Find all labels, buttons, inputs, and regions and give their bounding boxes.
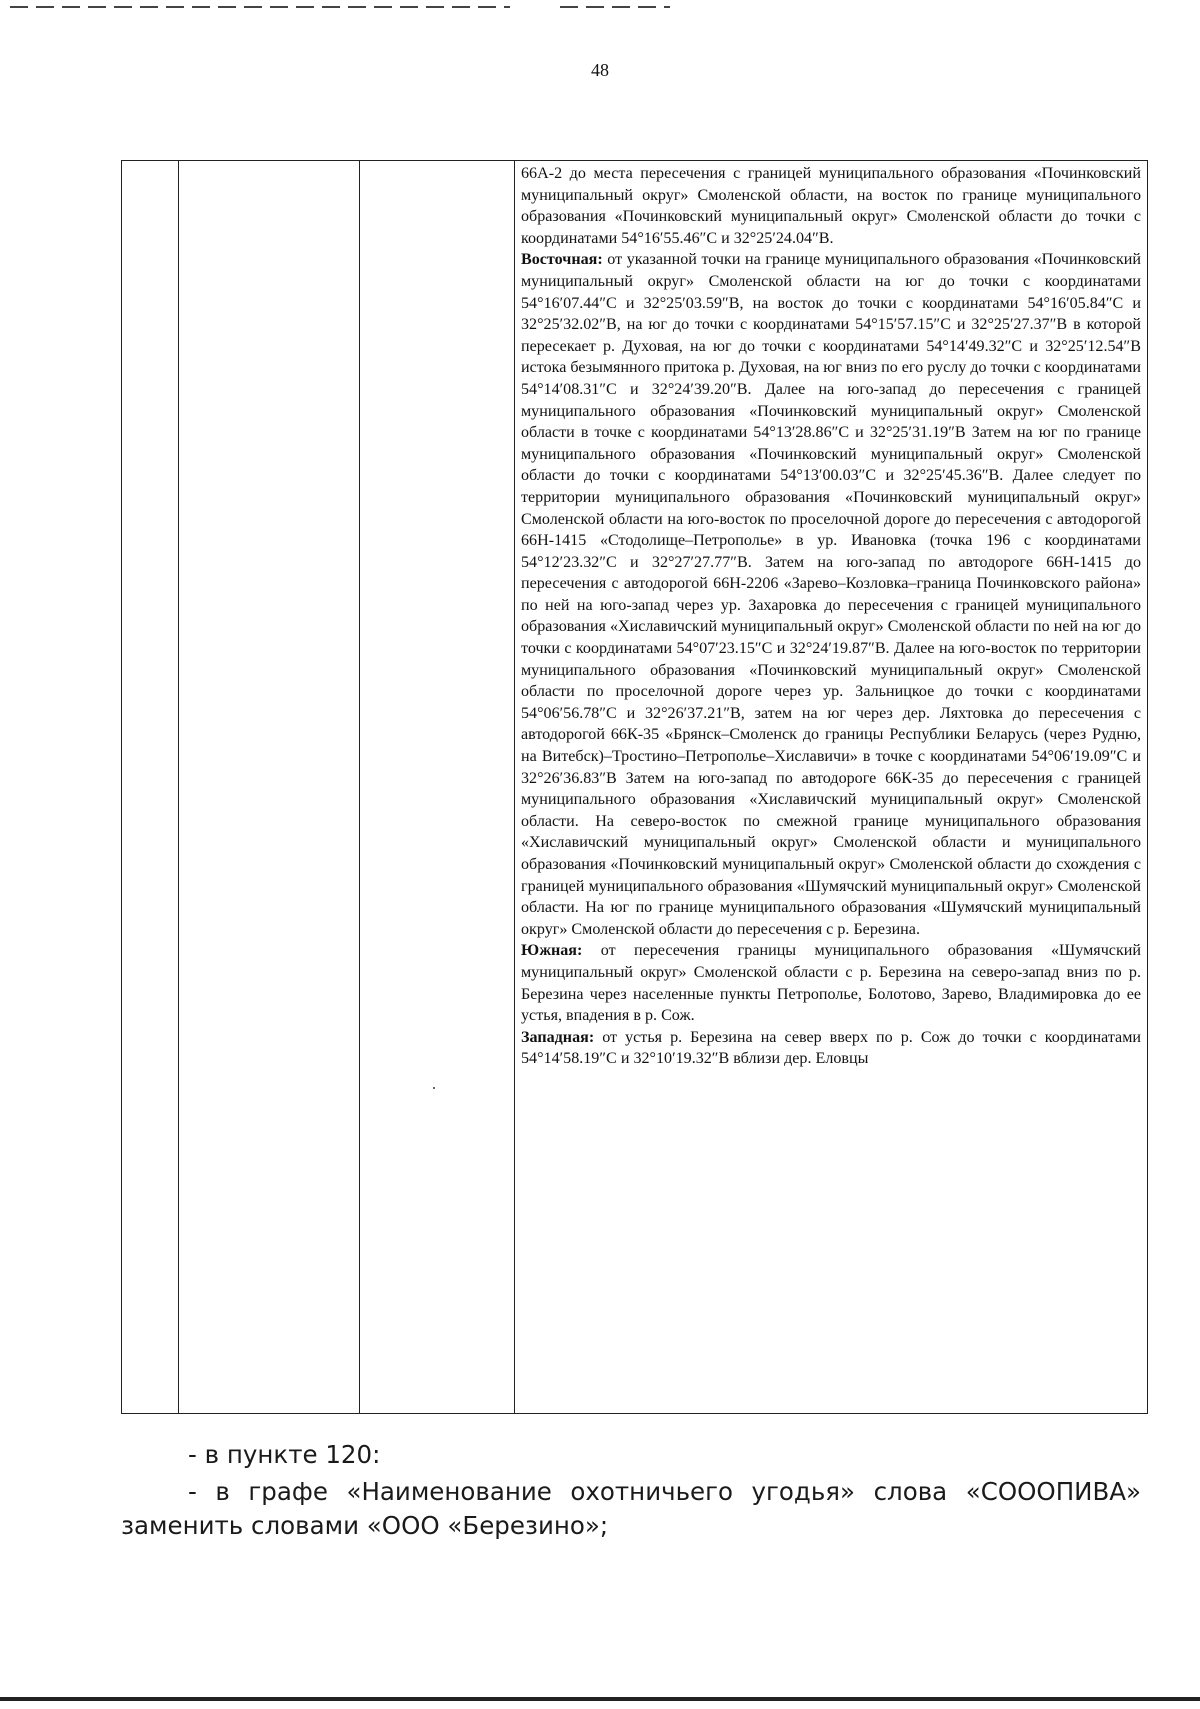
table-cell-name [179,161,360,1414]
table-row [122,161,1148,1414]
amendment-item-line: - в пункте 120: [188,1440,381,1469]
scan-edge-top-left [10,6,510,8]
boundary-text: 66А-2 до места пересечения с границей муниципального образования «Починковский муниципальный округ» Смоленской области, на восток по границе муниципального образования «Починковский муниципальный округ» Смоленской области до точки с координатами 54°16′55.46″С и 32°25′24.04″В. [521,165,1141,247]
scan-speck [433,1087,435,1089]
boundary-text-east: от указанной точки на границе муниципального образования «Починковский муниципальный округ» Смоленской области на юг до точки с координатами 54°16′07.44″С и 32°25′03.59″В, на восток до точки с координатами 54°16′05.84″С и 32°25′32.02″В, на юг до точки с координатами 54°15′57.15″С и 32°25′27.37″В в которой пересекает р. Духовая, на юг до точки с координатами 54°14′49.32″С и 32°25′12.54″В истока безымянного притока р. Духовая, на юг вниз по его руслу до точки с координатами 54°14′08.31″С и 32°24′39.20″В. Далее на юго-запад до пересечения с границей муниципального образования «Починковский муниципальный округ» Смоленской области в точке с координатами 54°13′28.86″С и 32°25′31.19″В Затем на юг по границе муниципального образования «Починковский муниципальный округ» Смоленской области до точки с координатами 54°13′00.03″С и 32°25′45.36″В. Далее следует по территории муниципального образования «Починковский муниципальный округ» Смоленской области на юго-восток по проселочной дороге до пересечения с автодорогой 66Н-1415 «Стодолище–Петрополье» в ур. Ивановка (точка 196 с координатами 54°12′23.32″С и 32°27′27.77″В. Затем на юго-запад по автодороге 66Н-1415 до пересечения с автодорогой 66Н-2206 «Зарево–Козловка–граница Починковского района» по ней на юго-запад через ур. Захаровка до пересечения с границей муниципального образования «Хиславичский муниципальный округ» Смоленской области по ней на юг до точки с координатами 54°07′23.15″С и 32°24′19.87″В. Далее на юго-восток по территории муниципального образования «Починковский муниципальный округ» Смоленской области по проселочной дороге через ур. Зальницкое до точки с координатами 54°06′56.78″С и 32°26′37.21″В, затем на юг через дер. Ляхтовка до пересечения с автодорогой 66К-35 «Брянск–Смоленск до границы Республики Беларусь (через Рудню, на Витебск)–Тростино–Петрополье–Хиславичи» в точке с координатами 54°06′19.09″С и 32°26′36.83″В Затем на юго-запад по автодороге 66К-35 до пересечения с границей муниципального образования «Хиславичский муниципальный округ» Смоленской области. На северо-восток по смежной границе муниципального образования «Хиславичский муниципальный округ» Смоленской области и муниципального образования «Починковский муниципальный округ» Смоленской области до схождения с границей муниципального образования «Шумячский муниципальный округ» Смоленской области. На юг по границе муниципального образования «Шумячский муниципальный округ» Смоленской области до пересечения с р. Березина. [521,251,1141,938]
boundary-lead-east: Восточная: [521,251,603,269]
boundary-paragraph-east [521,249,1141,940]
boundary-paragraph [521,163,1141,249]
page-number: 48 [591,60,609,80]
boundary-paragraph-west [521,1027,1141,1070]
boundary-table [121,160,1148,1414]
scan-edge-bottom [0,1697,1200,1701]
scan-edge-top-right [560,6,670,8]
boundary-lead-south: Южная: [521,942,583,960]
table-cell-boundaries [515,161,1148,1414]
boundary-paragraph-south [521,940,1141,1026]
boundary-lead-west: Западная: [521,1028,595,1046]
table-cell-area [360,161,515,1414]
table-cell-number [122,161,179,1414]
boundary-text-south: от пересечения границы муниципального образования «Шумячский муниципальный округ» Смоленской области с р. Березина на северо-запад вниз по р. Березина через населенные пункты Петрополье, Болотово, Зарево, Владимировка до ее устья, впадения в р. Сож. [521,942,1141,1025]
boundary-text-west: от устья р. Березина на север вверх по р. Сож до точки с координатами 54°14′58.19″С и 32°10′19.32″В вблизи дер. Еловцы [521,1028,1141,1068]
amendment-text-line: - в графе «Наименование охотничьего угодья» слова «СОООПИВА» заменить словами «ООО «Березино»; [121,1477,1141,1540]
